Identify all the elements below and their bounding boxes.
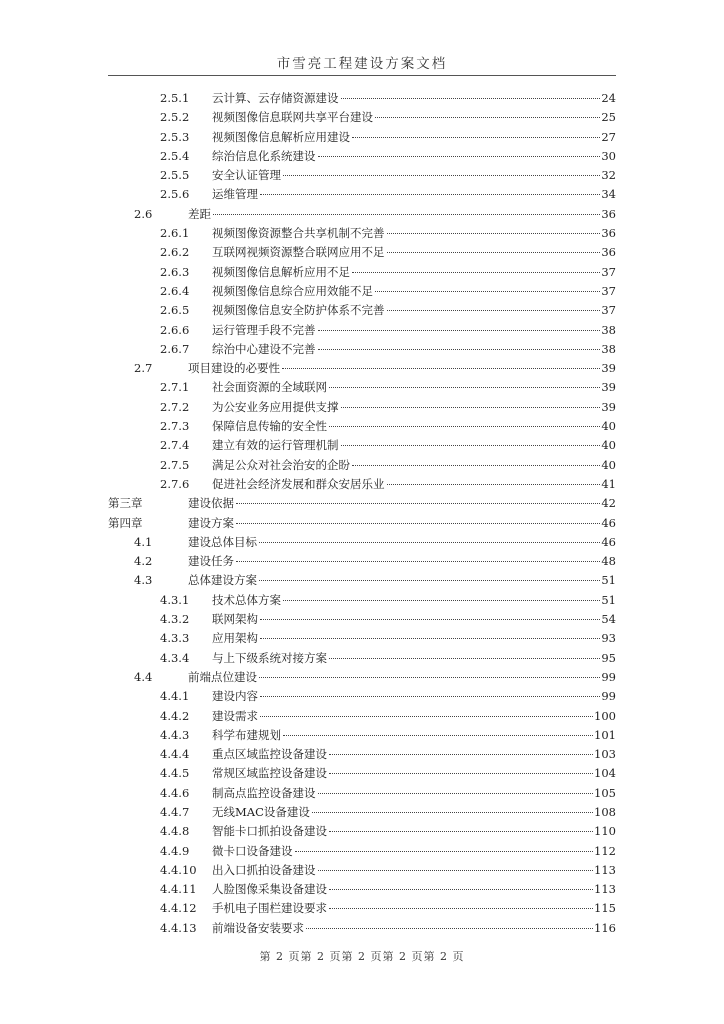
toc-entry-title: 制高点监控设备建设 (212, 784, 317, 803)
toc-entry[interactable] (108, 707, 616, 726)
toc-entry-number: 2.7.4 (160, 438, 190, 453)
dot-leader (236, 503, 600, 504)
dot-leader (375, 117, 600, 118)
table-of-contents (108, 89, 616, 938)
dot-leader (213, 214, 600, 215)
dot-leader (329, 754, 593, 755)
toc-entry-title: 互联网视频资源整合联网应用不足 (212, 243, 386, 262)
toc-entry[interactable] (108, 687, 616, 706)
toc-entry[interactable] (108, 417, 616, 436)
toc-entry-title-line (212, 822, 616, 841)
toc-entry[interactable] (108, 745, 616, 764)
toc-entry[interactable] (108, 205, 616, 224)
toc-entry-title-line (212, 842, 616, 861)
toc-entry-number: 2.5.2 (160, 110, 190, 125)
toc-entry-title-line (212, 726, 616, 745)
dot-leader (329, 773, 593, 774)
toc-entry[interactable] (108, 243, 616, 262)
toc-entry-page-number: 37 (601, 283, 616, 298)
toc-entry-number: 2.6.1 (160, 226, 190, 241)
toc-entry-title-line (188, 552, 616, 571)
toc-entry-title-line (212, 282, 616, 301)
toc-entry-title: 技术总体方案 (212, 591, 282, 610)
toc-entry-title: 应用架构 (212, 629, 259, 648)
toc-entry-title: 建设依据 (188, 494, 235, 513)
toc-entry-page-number: 38 (601, 341, 616, 356)
dot-leader (260, 696, 600, 697)
toc-entry[interactable] (108, 128, 616, 147)
toc-entry-page-number: 40 (601, 457, 616, 472)
toc-entry-number: 2.7.3 (160, 419, 190, 434)
dot-leader (387, 310, 601, 311)
dot-leader (306, 928, 593, 929)
toc-entry-title: 视频图像信息联网共享平台建设 (212, 108, 374, 127)
dot-leader (375, 291, 600, 292)
toc-entry-page-number: 41 (601, 476, 616, 491)
toc-entry-title-line (212, 378, 616, 397)
toc-entry-title-line (212, 610, 616, 629)
toc-entry-title-line (212, 398, 616, 417)
toc-entry-page-number: 39 (601, 399, 616, 414)
toc-entry-number: 4.4.8 (160, 824, 190, 839)
dot-leader (387, 233, 601, 234)
toc-entry-page-number: 39 (601, 361, 616, 376)
toc-entry-number: 4.3.3 (160, 631, 190, 646)
header-divider (108, 75, 616, 76)
toc-entry-page-number: 36 (601, 226, 616, 241)
toc-entry-number: 4.2 (134, 554, 153, 569)
toc-entry[interactable] (108, 321, 616, 340)
toc-entry-number: 4.4.4 (160, 747, 190, 762)
toc-entry-number: 4.4.9 (160, 843, 190, 858)
toc-entry-title: 视频图像信息解析应用建设 (212, 128, 351, 147)
toc-entry-title-line (212, 301, 616, 320)
toc-entry-page-number: 38 (601, 322, 616, 337)
toc-entry-number: 2.6.3 (160, 264, 190, 279)
toc-entry-title-line (212, 321, 616, 340)
toc-entry[interactable] (108, 89, 616, 108)
toc-entry-title-line (188, 359, 616, 378)
toc-entry-title-line (188, 205, 616, 224)
dot-leader (259, 580, 600, 581)
toc-entry-title-line (212, 649, 616, 668)
toc-entry-number: 2.7.5 (160, 457, 190, 472)
toc-entry-page-number: 105 (594, 785, 616, 800)
dot-leader (352, 465, 600, 466)
toc-entry-title-line (212, 899, 616, 918)
toc-entry-title: 人脸图像采集设备建设 (212, 880, 328, 899)
toc-entry-title: 前端设备安装要求 (212, 919, 305, 938)
toc-entry-page-number: 115 (594, 901, 616, 916)
toc-entry-title: 重点区域监控设备建设 (212, 745, 328, 764)
toc-entry-title-line (188, 494, 616, 513)
dot-leader (312, 812, 593, 813)
toc-entry[interactable] (108, 571, 616, 590)
toc-entry-title: 社会面资源的全域联网 (212, 378, 328, 397)
toc-entry[interactable] (108, 224, 616, 243)
dot-leader (329, 387, 600, 388)
toc-entry[interactable] (108, 668, 616, 687)
toc-entry-title-line (212, 243, 616, 262)
toc-entry-number: 4.4 (134, 669, 153, 684)
toc-entry-title: 视频图像信息解析应用不足 (212, 263, 351, 282)
toc-entry-page-number: 37 (601, 303, 616, 318)
toc-entry-title: 为公安业务应用提供支撑 (212, 398, 340, 417)
dot-leader (341, 407, 601, 408)
toc-entry-page-number: 112 (594, 843, 616, 858)
toc-entry-title-line (188, 533, 616, 552)
toc-entry-page-number: 95 (601, 650, 616, 665)
toc-entry-title-line (212, 784, 616, 803)
toc-entry-title-line (212, 436, 616, 455)
toc-entry[interactable] (108, 514, 616, 533)
toc-entry-number: 2.6.7 (160, 341, 190, 356)
toc-entry-number: 2.5.4 (160, 148, 190, 163)
toc-entry[interactable] (108, 166, 616, 185)
toc-entry[interactable] (108, 263, 616, 282)
dot-leader (282, 368, 600, 369)
toc-entry[interactable] (108, 185, 616, 204)
toc-entry[interactable] (108, 436, 616, 455)
toc-entry-page-number: 34 (601, 187, 616, 202)
toc-entry-number: 4.4.5 (160, 766, 190, 781)
dot-leader (260, 194, 600, 195)
toc-entry-title: 科学布建规划 (212, 726, 282, 745)
toc-entry[interactable] (108, 533, 616, 552)
toc-entry-number: 2.5.1 (160, 91, 190, 105)
toc-entry[interactable] (108, 108, 616, 127)
dot-leader (318, 330, 601, 331)
dot-leader (341, 445, 601, 446)
toc-entry[interactable] (108, 378, 616, 397)
toc-entry-number: 2.6.6 (160, 322, 190, 337)
toc-entry-page-number: 110 (594, 824, 616, 839)
toc-entry-page-number: 51 (601, 592, 616, 607)
toc-entry-title: 促进社会经济发展和群众安居乐业 (212, 475, 386, 494)
toc-entry-number: 4.4.1 (160, 689, 190, 704)
toc-entry-page-number: 113 (594, 862, 616, 877)
toc-entry-title-line (212, 224, 616, 243)
toc-entry-number: 2.7.6 (160, 476, 190, 491)
toc-entry[interactable] (108, 822, 616, 841)
toc-entry-number: 4.4.7 (160, 804, 190, 819)
toc-entry-page-number: 116 (594, 920, 616, 935)
toc-entry[interactable] (108, 282, 616, 301)
toc-entry-title-line (188, 571, 616, 590)
toc-entry-number: 2.5.6 (160, 187, 190, 202)
dot-leader (236, 561, 600, 562)
toc-entry-title-line (212, 803, 616, 822)
toc-entry[interactable] (108, 899, 616, 918)
toc-entry-number: 4.4.6 (160, 785, 190, 800)
dot-leader (387, 484, 601, 485)
toc-entry-title: 视频图像信息综合应用效能不足 (212, 282, 374, 301)
toc-entry-title-line (188, 668, 616, 687)
dot-leader (329, 831, 593, 832)
toc-entry[interactable] (108, 610, 616, 629)
toc-entry-title: 云计算、云存储资源建设 (212, 89, 340, 108)
toc-entry-number: 4.1 (134, 534, 153, 549)
toc-entry-title-line (212, 687, 616, 706)
dot-leader (283, 600, 600, 601)
dot-leader (295, 851, 594, 852)
dot-leader (318, 793, 594, 794)
dot-leader (236, 523, 600, 524)
toc-entry-title-line (188, 514, 616, 533)
toc-entry-title: 建设任务 (188, 552, 235, 571)
toc-entry-page-number: 48 (601, 554, 616, 569)
dot-leader (318, 349, 601, 350)
toc-entry-page-number: 39 (601, 380, 616, 395)
toc-entry-page-number: 40 (601, 438, 616, 453)
toc-entry[interactable] (108, 301, 616, 320)
toc-entry-title: 差距 (188, 205, 212, 224)
toc-entry-title-line (212, 128, 616, 147)
dot-leader (329, 889, 593, 890)
toc-entry-title: 建设内容 (212, 687, 259, 706)
toc-entry-title-line (212, 456, 616, 475)
toc-entry-title: 手机电子围栏建设要求 (212, 899, 328, 918)
toc-entry-title-line (212, 745, 616, 764)
toc-entry-title: 运维管理 (212, 185, 259, 204)
toc-entry-number: 2.6 (134, 206, 153, 221)
toc-entry[interactable] (108, 880, 616, 899)
toc-entry-page-number: 42 (601, 496, 616, 511)
toc-entry-title: 微卡口设备建设 (212, 842, 294, 861)
dot-leader (352, 272, 600, 273)
toc-entry-title: 运行管理手段不完善 (212, 321, 317, 340)
dot-leader (260, 716, 593, 717)
toc-entry-title-line (212, 919, 616, 938)
dot-leader (329, 658, 600, 659)
toc-entry-page-number: 93 (601, 631, 616, 646)
toc-entry-title: 满足公众对社会治安的企盼 (212, 456, 351, 475)
toc-entry-page-number: 32 (601, 168, 616, 183)
toc-entry-page-number: 100 (594, 708, 616, 723)
toc-entry-page-number: 37 (601, 264, 616, 279)
toc-entry[interactable] (108, 475, 616, 494)
toc-entry-title-line (212, 591, 616, 610)
toc-entry-title: 总体建设方案 (188, 571, 258, 590)
dot-leader (329, 426, 600, 427)
toc-entry-title: 智能卡口抓拍设备建设 (212, 822, 328, 841)
toc-entry[interactable] (108, 552, 616, 571)
toc-entry-number: 4.4.2 (160, 708, 190, 723)
toc-entry-number: 4.3.4 (160, 650, 190, 665)
toc-entry-title: 综治中心建设不完善 (212, 340, 317, 359)
toc-entry[interactable] (108, 764, 616, 783)
page-footer: 第 2 页第 2 页第 2 页第 2 页第 2 页 (259, 950, 465, 963)
toc-entry[interactable] (108, 340, 616, 359)
toc-entry-title: 综治信息化系统建设 (212, 147, 317, 166)
toc-entry-page-number: 36 (601, 206, 616, 221)
toc-entry[interactable] (108, 591, 616, 610)
toc-entry[interactable] (108, 494, 616, 513)
toc-entry[interactable] (108, 359, 616, 378)
toc-entry-number: 2.5.5 (160, 168, 190, 183)
toc-entry-title: 与上下级系统对接方案 (212, 649, 328, 668)
toc-entry[interactable] (108, 842, 616, 861)
toc-entry-number: 4.3.1 (160, 592, 190, 607)
toc-entry-title: 建设方案 (188, 514, 235, 533)
toc-entry-number: 2.7 (134, 361, 153, 376)
toc-entry-number: 2.6.2 (160, 245, 190, 260)
toc-entry-title-line (212, 263, 616, 282)
toc-entry-title-line (212, 707, 616, 726)
toc-entry-title-line (212, 89, 616, 108)
toc-entry-page-number: 30 (601, 148, 616, 163)
toc-entry[interactable] (108, 147, 616, 166)
dot-leader (318, 156, 601, 157)
toc-entry-number: 第四章 (108, 515, 143, 530)
dot-leader (352, 137, 600, 138)
toc-entry-page-number: 103 (594, 747, 616, 762)
toc-entry-page-number: 101 (594, 727, 616, 742)
toc-entry-title-line (212, 417, 616, 436)
toc-entry-number: 4.4.12 (160, 901, 197, 916)
toc-entry-number: 2.7.1 (160, 380, 190, 395)
toc-entry-title-line (212, 147, 616, 166)
toc-entry-number: 4.4.10 (160, 862, 197, 877)
toc-entry-title: 视频图像资源整合共享机制不完善 (212, 224, 386, 243)
toc-entry[interactable] (108, 649, 616, 668)
toc-entry-page-number: 27 (601, 129, 616, 144)
dot-leader (329, 908, 593, 909)
toc-entry-title: 前端点位建设 (188, 668, 258, 687)
dot-leader (318, 870, 594, 871)
dot-leader (387, 252, 601, 253)
toc-entry-page-number: 46 (601, 515, 616, 530)
toc-entry-title: 出入口抓拍设备建设 (212, 861, 317, 880)
toc-entry-number: 4.3 (134, 573, 153, 588)
toc-entry-page-number: 113 (594, 882, 616, 897)
dot-leader (283, 175, 600, 176)
toc-entry-title: 项目建设的必要性 (188, 359, 281, 378)
toc-entry-title-line (212, 475, 616, 494)
toc-entry-number: 2.7.2 (160, 399, 190, 414)
toc-entry[interactable] (108, 726, 616, 745)
toc-entry[interactable] (108, 919, 616, 938)
toc-entry-page-number: 54 (601, 612, 616, 627)
toc-entry-title: 联网架构 (212, 610, 259, 629)
toc-entry-page-number: 108 (594, 804, 616, 819)
toc-entry-title-line (212, 108, 616, 127)
toc-entry-title: 保障信息传输的安全性 (212, 417, 328, 436)
toc-entry[interactable] (108, 784, 616, 803)
toc-entry-number: 第三章 (108, 496, 143, 511)
toc-entry-title: 安全认证管理 (212, 166, 282, 185)
toc-entry-page-number: 36 (601, 245, 616, 260)
toc-entry-number: 2.5.3 (160, 129, 190, 144)
toc-entry-page-number: 25 (601, 110, 616, 125)
toc-entry[interactable] (108, 629, 616, 648)
toc-entry-page-number: 24 (601, 91, 616, 105)
toc-entry-title-line (212, 629, 616, 648)
dot-leader (260, 638, 600, 639)
dot-leader (283, 735, 593, 736)
toc-entry-number: 4.4.13 (160, 920, 197, 935)
toc-entry-title-line (212, 764, 616, 783)
toc-entry-page-number: 104 (594, 766, 616, 781)
toc-entry-title: 建设总体目标 (188, 533, 258, 552)
dot-leader (259, 677, 600, 678)
toc-entry-title: 视频图像信息安全防护体系不完善 (212, 301, 386, 320)
toc-entry-title-line (212, 861, 616, 880)
toc-entry-number: 4.4.3 (160, 727, 190, 742)
toc-entry[interactable] (108, 398, 616, 417)
page-header-title: 市雪亮工程建设方案文档 (276, 56, 448, 72)
toc-entry[interactable] (108, 803, 616, 822)
toc-entry-title-line (212, 880, 616, 899)
toc-entry-number: 4.4.11 (160, 882, 197, 897)
toc-entry-number: 2.6.5 (160, 303, 190, 318)
toc-entry[interactable] (108, 456, 616, 475)
toc-entry-number: 4.3.2 (160, 612, 190, 627)
toc-entry-title: 建立有效的运行管理机制 (212, 436, 340, 455)
toc-entry-page-number: 46 (601, 534, 616, 549)
toc-entry-title-line (212, 185, 616, 204)
toc-entry-title-line (212, 340, 616, 359)
toc-entry-page-number: 51 (601, 573, 616, 588)
toc-entry-title: 无线MAC设备建设 (212, 803, 311, 822)
toc-entry[interactable] (108, 861, 616, 880)
toc-entry-number: 2.6.4 (160, 283, 190, 298)
toc-entry-page-number: 99 (601, 669, 616, 684)
toc-entry-page-number: 40 (601, 419, 616, 434)
toc-entry-page-number: 99 (601, 689, 616, 704)
toc-entry-title: 常规区域监控设备建设 (212, 764, 328, 783)
dot-leader (341, 98, 601, 99)
toc-entry-title: 建设需求 (212, 707, 259, 726)
dot-leader (260, 619, 600, 620)
toc-entry-title-line (212, 166, 616, 185)
dot-leader (259, 542, 600, 543)
